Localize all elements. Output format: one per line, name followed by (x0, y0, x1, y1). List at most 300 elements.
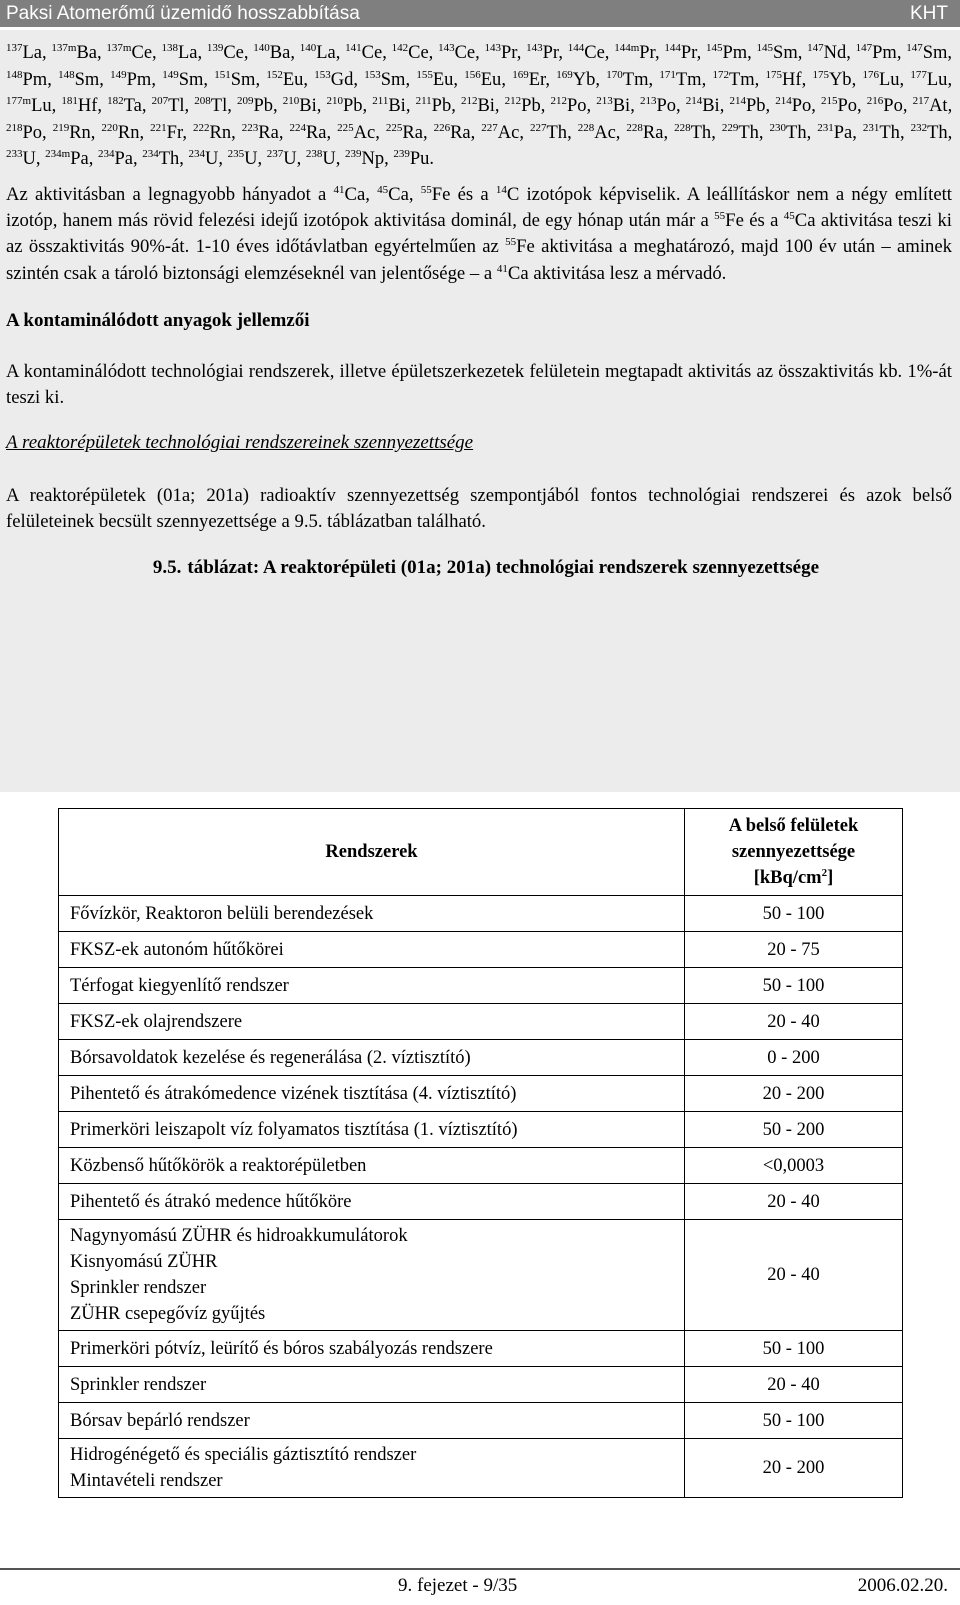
isotope: $^{175}$Yb, (812, 68, 857, 90)
isotope-mass: 217 (912, 95, 930, 108)
isotope-mass: 55 (420, 183, 432, 196)
isotope-mass: 227 (530, 121, 547, 134)
isotope: $^{212}$Bi, (460, 95, 500, 117)
isotope-mass: 237 (266, 148, 284, 161)
isotope: $^{147}$Pm, (855, 42, 902, 63)
isotope: $^{152}$Eu, (266, 68, 308, 90)
isotope: $^{149}$Pm, (110, 68, 156, 90)
isotope-symbol: Bi (612, 96, 631, 117)
isotope-symbol: Pm (722, 43, 748, 63)
system-name: Bórsav bepárló rendszer (70, 1410, 250, 1431)
isotope-mass: 234 (97, 148, 115, 161)
contamination-value: 50 - 200 (685, 1112, 903, 1148)
isotope-mass: 148 (6, 68, 23, 81)
system-cell (59, 1439, 685, 1498)
isotope: $^{212}$Pb, (504, 95, 546, 117)
isotope: $^{216}$Po, (866, 95, 908, 117)
isotope: $^{226}$Ra, (433, 121, 476, 143)
table-caption-number: 9.5. (152, 556, 182, 578)
isotope-symbol: Pb (431, 96, 452, 117)
isotope: $^{234}$Th, (142, 148, 184, 170)
isotope-symbol: Yb (828, 69, 852, 90)
isotope: $^{235}$U, (227, 148, 263, 170)
isotope: $^{147}$Nd, (807, 42, 851, 63)
isotope: $^{228}$Ac, (577, 121, 621, 143)
isotope-mass: 45 (783, 210, 795, 223)
system-cell (59, 1004, 685, 1040)
isotope-symbol: Sm (380, 69, 406, 90)
system-cell (59, 1331, 685, 1367)
system-name: ZÜHR csepegővíz gyűjtés (70, 1304, 266, 1324)
isotope-symbol: Ce (584, 43, 605, 63)
isotope-symbol: Ce (454, 43, 476, 63)
isotope-mass: 143 (484, 42, 502, 54)
isotope-symbol: Po (883, 96, 903, 117)
isotope-mass: 228 (674, 121, 691, 134)
isotope-symbol: Pa (70, 149, 89, 170)
isotope-symbol: Ce (361, 43, 383, 63)
paragraph-text: Fe és a (725, 210, 784, 232)
isotope-mass: 226 (433, 121, 451, 134)
isotope-mass: 144 (664, 42, 681, 54)
isotope: $^{149}$Sm, (162, 68, 208, 90)
isotope-symbol: Th (786, 122, 807, 143)
isotope-symbol: Ra (402, 122, 423, 143)
contamination-value: 20 - 40 (685, 1367, 903, 1403)
isotope: $^{137}$La, (6, 42, 47, 63)
isotope-symbol: Rn (69, 122, 91, 143)
isotope-mass: 228 (577, 121, 595, 134)
isotope-symbol: Ra (450, 122, 471, 143)
system-name: Mintavételi rendszer (70, 1471, 223, 1491)
paragraph-text: Ca, (388, 183, 421, 205)
isotope: $^{218}$Po, (6, 121, 47, 143)
system-cell (59, 1076, 685, 1112)
isotope-symbol: Hf (782, 69, 802, 90)
isotope-mass: 139 (206, 42, 224, 54)
table-row (59, 1112, 903, 1148)
isotope-mass: 224 (289, 121, 306, 134)
isotope: $^{169}$Er, (512, 68, 551, 90)
isotope: $^{213}$Po, (639, 95, 681, 117)
isotope-mass: 219 (52, 121, 70, 134)
table-row (59, 968, 903, 1004)
isotope: $^{177m}$Lu, (6, 95, 57, 117)
isotope-symbol: Pu (409, 149, 430, 170)
isotope: $^{222}$Rn, (193, 121, 236, 143)
system-cell (59, 932, 685, 968)
isotope-symbol: Th (738, 122, 759, 143)
isotope-mass: 175 (765, 68, 783, 81)
table-row (59, 1148, 903, 1184)
isotope: $^{144}$Ce, (567, 42, 610, 63)
footer-page-number: 9. fejezet - 9/35 (398, 1575, 518, 1596)
subsection-heading: A reaktorépületek technológiai rendszereinek szennyezettsége (6, 432, 474, 454)
isotope-mass: 144m (614, 42, 640, 54)
isotope: $^{231}$Th, (862, 121, 905, 143)
isotope-mass: 234 (142, 148, 159, 161)
isotope: $^{237}$U, (266, 148, 302, 170)
isotope: $^{214}$Bi, (685, 95, 725, 117)
contamination-value: 20 - 40 (685, 1220, 903, 1331)
header-org: KHT (910, 3, 948, 24)
isotope-symbol: Eu (480, 69, 502, 90)
isotope-list (6, 40, 952, 173)
isotope: $^{221}$Fr, (150, 121, 187, 143)
isotope-symbol: Ac (594, 122, 616, 143)
isotope-mass: 239 (345, 148, 362, 161)
contamination-value: 20 - 75 (685, 932, 903, 968)
isotope-mass: 227 (481, 121, 498, 134)
isotope: $^{176}$Lu, (862, 68, 905, 90)
system-name: FKSZ-ek olajrendszere (70, 1011, 243, 1032)
isotope-symbol: Pm (872, 43, 897, 63)
isotope-mass: 181 (61, 95, 78, 108)
paragraph-text: Az aktivitásban a legnagyobb hányadot a (6, 183, 334, 205)
isotope-mass: 209 (236, 95, 254, 108)
isotope-symbol: Sm (178, 69, 204, 90)
isotope-mass: 225 (337, 121, 354, 134)
isotope-symbol: At (929, 96, 948, 117)
isotope: $^{170}$Tm, (606, 68, 654, 90)
system-name: Hidrogénégető és speciális gáztisztító rendszer (70, 1445, 417, 1465)
isotope-symbol: Nd (823, 43, 847, 63)
isotope-symbol: Ba (269, 43, 291, 63)
isotope-mass: 223 (241, 121, 259, 134)
table-row (59, 932, 903, 968)
isotope-symbol: U (322, 149, 336, 170)
isotope: $^{208}$Tl, (194, 95, 232, 117)
table-header-row (59, 809, 903, 896)
isotope-mass: 231 (862, 121, 880, 134)
isotope-symbol: Np (361, 149, 385, 170)
paragraph-text: Ca, (344, 183, 378, 205)
isotope-symbol: Lu (878, 69, 900, 90)
isotope-symbol: Eu (432, 69, 454, 90)
col-header-unit-b: ] (827, 868, 834, 888)
paragraph-reactor-buildings: A reaktorépületek (01a; 201a) radioaktív szennyezettség szempontjából fontos technológiai rendszerei és azok belső felületeinek becsült szennyezettsége a 9.5. táblázatban található. (6, 485, 952, 533)
isotope-mass: 235 (227, 148, 245, 161)
isotope-symbol: Sm (922, 43, 948, 63)
isotope-symbol: Pm (22, 69, 48, 90)
contamination-value: <0,0003 (685, 1148, 903, 1184)
isotope: $^{144}$Pr, (664, 42, 702, 63)
isotope: $^{220}$Rn, (101, 121, 145, 143)
system-cell (59, 1148, 685, 1184)
contamination-value: 50 - 100 (685, 1403, 903, 1439)
system-name: Kisnyomású ZÜHR (70, 1252, 218, 1272)
contamination-value: 20 - 200 (685, 1076, 903, 1112)
isotope: $^{153}$Sm, (364, 68, 411, 90)
isotope-symbol: Ra (642, 122, 664, 143)
isotope-symbol: Bi (388, 96, 406, 117)
isotope: $^{227}$Ac, (481, 121, 524, 143)
isotope-symbol: Pb (253, 96, 274, 117)
isotope-mass: 143 (526, 42, 543, 54)
contamination-value: 50 - 100 (685, 968, 903, 1004)
system-name: Pihentető és átrakó medence hűtőköre (70, 1191, 352, 1212)
isotope: $^{234m}$Pa, (45, 148, 94, 170)
isotope: $^{175}$Hf, (765, 68, 807, 90)
isotope-mass: 177 (910, 68, 927, 81)
isotope-symbol: U (283, 149, 297, 170)
isotope-mass: 231 (817, 121, 834, 134)
isotope-mass: 147 (807, 42, 824, 54)
table-row (59, 1331, 903, 1367)
isotope-mass: 208 (194, 95, 211, 108)
system-name: Primerköri pótvíz, leürítő és bóros szabályozás rendszere (70, 1338, 493, 1359)
isotope-symbol: Eu (282, 69, 304, 90)
isotope-mass: 144 (567, 42, 585, 54)
isotope-mass: 145 (705, 42, 723, 54)
isotope-symbol: Fr (166, 122, 183, 143)
footer-date: 2006.02.20. (857, 1575, 948, 1596)
isotope-mass: 238 (305, 148, 323, 161)
isotope: $^{210}$Pb, (326, 95, 368, 117)
isotope: $^{210}$Bi, (282, 95, 322, 117)
isotope: $^{217}$At, (912, 95, 953, 117)
isotope-mass: 212 (550, 95, 567, 108)
isotope-symbol: Ac (353, 122, 376, 143)
table-row (59, 896, 903, 932)
isotope-mass: 45 (377, 183, 389, 196)
isotope: $^{143}$Pr, (484, 42, 522, 63)
isotope-mass: 218 (6, 121, 23, 134)
isotope-mass: 172 (712, 68, 729, 81)
isotope: $^{239}$Pu. (393, 148, 435, 170)
isotope-mass: 151 (214, 68, 231, 81)
isotope-mass: 149 (110, 68, 127, 81)
table-body (59, 896, 903, 1498)
isotope-mass: 41 (333, 183, 345, 196)
col-header-contamination (685, 809, 903, 896)
system-name: Pihentető és átrakómedence vizének tisztítása (4. víztisztító) (70, 1083, 517, 1104)
isotope: $^{239}$Np, (345, 148, 389, 170)
isotope-symbol: Ce (408, 43, 429, 63)
isotope-mass: 212 (504, 95, 522, 108)
isotope-mass: 175 (812, 68, 829, 81)
isotope: $^{219}$Rn, (52, 121, 96, 143)
isotope: $^{227}$Th, (530, 121, 572, 143)
contamination-value: 20 - 200 (685, 1439, 903, 1498)
isotope: $^{137m}$Ce, (106, 42, 157, 63)
isotope-mass: 214 (775, 95, 792, 108)
isotope-mass: 169 (556, 68, 573, 81)
isotope: $^{229}$Th, (721, 121, 764, 143)
table-row (59, 1367, 903, 1403)
isotope-mass: 215 (821, 95, 838, 108)
isotope: $^{234}$U, (188, 148, 223, 170)
isotope-mass: 141 (345, 42, 362, 54)
main-content (6, 40, 952, 581)
isotope: $^{139}$Ce, (206, 42, 249, 63)
col-header-unit-sup: 2 (821, 867, 828, 879)
isotope-symbol: Rn (209, 122, 232, 143)
isotope-symbol: Ce (223, 43, 244, 63)
contamination-table (58, 808, 903, 1498)
isotope-symbol: Er (528, 69, 546, 90)
isotope-symbol: Gd (330, 69, 354, 90)
isotope: $^{148}$Sm, (58, 68, 104, 90)
isotope-mass: 177m (6, 95, 32, 108)
isotope-mass: 233 (6, 148, 23, 161)
system-cell (59, 1220, 685, 1331)
system-cell (59, 1112, 685, 1148)
isotope-symbol: U (244, 149, 258, 170)
isotope-mass: 216 (866, 95, 884, 108)
isotope: $^{140}$La, (299, 42, 341, 63)
isotope: $^{142}$Ce, (391, 42, 434, 63)
isotope-symbol: Sm (230, 69, 256, 90)
paragraph-text: Ca aktivitása lesz a mérvadó. (507, 262, 727, 284)
system-name: Bórsavoldatok kezelése és regenerálása (2. víztisztító) (70, 1047, 471, 1068)
system-cell (59, 1403, 685, 1439)
isotope-symbol: Ba (76, 43, 98, 63)
isotope: $^{169}$Yb, (556, 68, 601, 90)
paragraph-text: Fe és a (431, 183, 496, 205)
isotope-symbol: Pr (639, 43, 655, 63)
isotope-symbol: La (22, 43, 43, 63)
isotope-symbol: Lu (926, 69, 948, 90)
isotope: $^{172}$Tm, (712, 68, 760, 90)
isotope-mass: 170 (606, 68, 623, 81)
isotope-mass: 207 (151, 95, 169, 108)
isotope: $^{228}$Ra, (626, 121, 669, 143)
isotope-symbol: Ta (123, 96, 142, 117)
isotope-mass: 225 (385, 121, 403, 134)
isotope-mass: 212 (460, 95, 478, 108)
system-cell (59, 1040, 685, 1076)
col-header-line1: A belső felületek (728, 816, 859, 836)
isotope-mass: 138 (161, 42, 178, 54)
paragraph-contamination: A kontaminálódott technológiai rendszerek, illetve épületszerkezetek felületein megtapadt aktivitás az összaktivitás kb. 1%-át teszi ki. (6, 360, 952, 408)
isotope-mass: 149 (162, 68, 179, 81)
isotope-symbol: Po (837, 96, 858, 117)
isotope: $^{151}$Sm, (214, 68, 261, 90)
system-cell (59, 896, 685, 932)
isotope: $^{238}$U, (305, 148, 341, 170)
isotope-mass: 153 (364, 68, 381, 81)
isotope-mass: 169 (512, 68, 529, 81)
isotope-mass: 230 (769, 121, 787, 134)
isotope-mass: 228 (626, 121, 643, 134)
isotope-mass: 55 (505, 236, 517, 249)
isotope-mass: 14 (495, 183, 507, 196)
isotope-symbol: Bi (299, 96, 317, 117)
system-name: Primerköri leiszapolt víz folyamatos tisztítása (1. víztisztító) (70, 1119, 518, 1140)
isotope-symbol: Th (158, 149, 180, 170)
isotope: $^{155}$Eu, (416, 68, 458, 90)
system-name: FKSZ-ek autonóm hűtőkörei (70, 939, 284, 960)
system-name: Sprinkler rendszer (70, 1278, 207, 1298)
isotope-mass: 222 (193, 121, 210, 134)
isotope-mass: 239 (393, 148, 410, 161)
isotope-mass: 41 (496, 262, 508, 275)
isotope-mass: 182 (107, 95, 124, 108)
isotope-symbol: Pb (521, 96, 541, 117)
isotope-mass: 152 (266, 68, 283, 81)
isotope: $^{177}$Lu, (910, 68, 953, 90)
system-cell (59, 1367, 685, 1403)
isotope-mass: 221 (150, 121, 167, 134)
isotope: $^{207}$Tl, (151, 95, 190, 117)
isotope-symbol: Lu (31, 96, 52, 117)
isotope-symbol: Po (566, 96, 587, 117)
isotope: $^{145}$Sm, (756, 42, 803, 63)
paragraph-text: C izotópok képviselik. A leállításkor nem a négy említett izotóp, hanem más rövid felezési idejű izotópok aktivitása dominál, de egy hónap után már a (6, 183, 952, 232)
isotope-mass: 171 (659, 68, 676, 81)
isotope-mass: 176 (862, 68, 879, 81)
isotope: $^{143}$Ce, (438, 42, 480, 63)
isotope: $^{144m}$Pr, (614, 42, 660, 63)
isotope-symbol: Pm (126, 69, 152, 90)
system-cell (59, 1184, 685, 1220)
isotope-symbol: Sm (74, 69, 100, 90)
isotope-mass: 214 (685, 95, 703, 108)
isotope: $^{181}$Hf, (61, 95, 103, 117)
isotope-mass: 142 (391, 42, 409, 54)
header-title: Paksi Atomerőmű üzemidő hosszabbítása (6, 3, 360, 24)
isotope-mass: 210 (326, 95, 343, 108)
isotope: $^{171}$Tm, (659, 68, 707, 90)
isotope: $^{215}$Po, (821, 95, 862, 117)
isotope-symbol: Pb (342, 96, 363, 117)
isotope: $^{145}$Pm, (705, 42, 752, 63)
isotope: $^{225}$Ac, (337, 121, 380, 143)
isotope: $^{211}$Bi, (372, 95, 411, 117)
isotope: $^{182}$Ta, (107, 95, 147, 117)
isotope: $^{214}$Po, (775, 95, 816, 117)
isotope: $^{228}$Th, (674, 121, 716, 143)
isotope-symbol: Bi (702, 96, 720, 117)
isotope-symbol: Tl (168, 96, 185, 117)
col-header-systems: Rendszerek (59, 809, 685, 896)
isotope: $^{223}$Ra, (241, 121, 284, 143)
paragraph-activity (6, 182, 952, 287)
isotope-mass: 147 (855, 42, 873, 54)
isotope-symbol: Pa (114, 149, 133, 170)
system-cell (59, 968, 685, 1004)
isotope-symbol: Pr (680, 43, 697, 63)
footer-divider (0, 1568, 960, 1570)
isotope: $^{141}$Ce, (345, 42, 387, 63)
col-header-line2: szennyezettsége (731, 842, 856, 862)
isotope: $^{156}$Eu, (464, 68, 506, 90)
isotope-mass: 153 (314, 68, 331, 81)
paragraph-text: Ca aktivitása teszi ki az összaktivitás 90%-át. 1-10 éves időtávlatban egyértelműen az (6, 210, 952, 258)
isotope-symbol: Tl (210, 96, 228, 117)
isotope-symbol: U (22, 149, 36, 170)
isotope-mass: 211 (415, 95, 432, 108)
isotope: $^{213}$Bi, (596, 95, 635, 117)
isotope-mass: 156 (464, 68, 481, 81)
isotope: $^{232}$Th, (910, 121, 953, 143)
isotope: $^{147}$Sm, (906, 42, 953, 63)
isotope: $^{233}$U, (6, 148, 41, 170)
contamination-value: 0 - 200 (685, 1040, 903, 1076)
isotope-mass: 213 (639, 95, 657, 108)
isotope-symbol: Pa (833, 122, 853, 143)
isotope-symbol: U (205, 149, 219, 170)
isotope: $^{148}$Pm, (6, 68, 52, 90)
isotope-symbol: Po (22, 122, 43, 143)
isotope-mass: 234m (45, 148, 71, 161)
isotope-mass: 210 (282, 95, 300, 108)
isotope-mass: 55 (714, 210, 726, 223)
isotope: $^{211}$Pb, (415, 95, 456, 117)
isotope-symbol: Th (927, 122, 948, 143)
isotope: $^{153}$Gd, (314, 68, 358, 90)
